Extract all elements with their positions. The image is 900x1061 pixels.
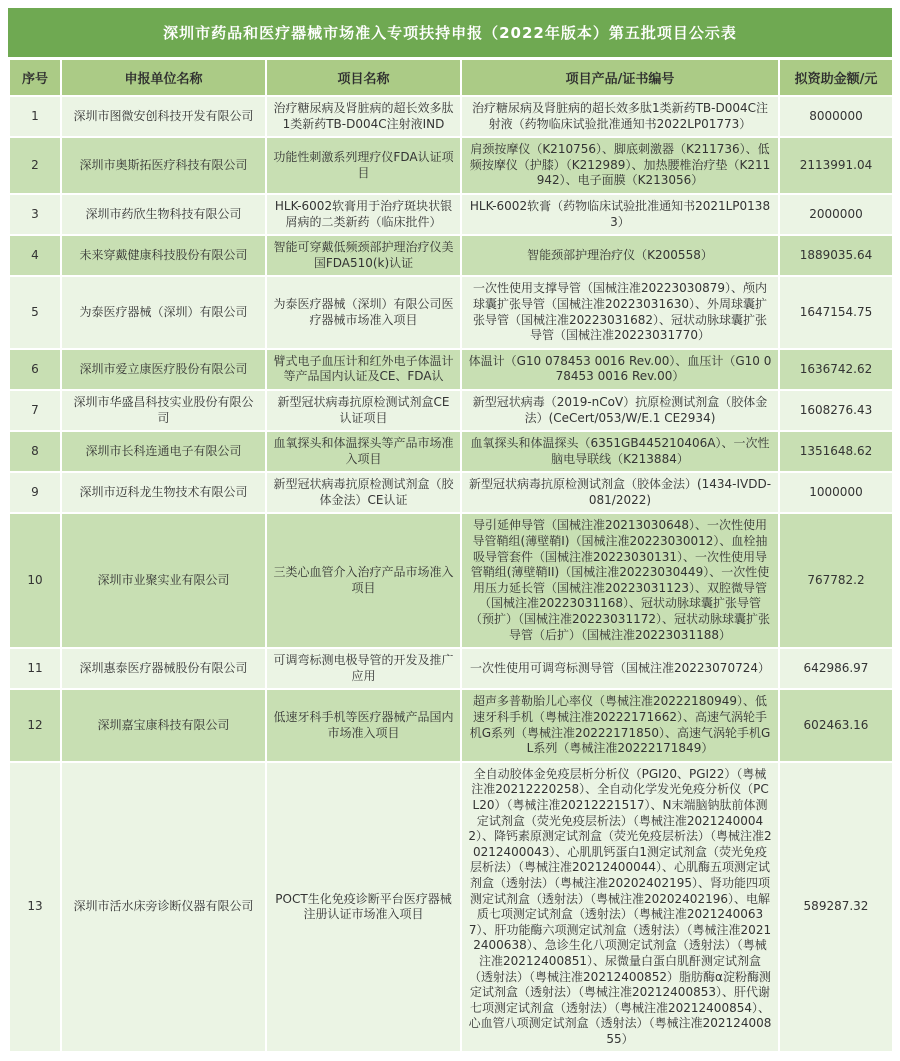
- table-row: [9, 472, 893, 513]
- project-name: 功能性刺激系列理疗仪FDA认证项目: [266, 137, 461, 194]
- row-index: 5: [9, 276, 61, 348]
- funding-amount: 767782.2: [779, 513, 893, 648]
- funding-amount: 1636742.62: [779, 349, 893, 390]
- project-name: 治疗糖尿病及肾脏病的超长效多肽1类新药TB-D004C注射液IND: [266, 96, 461, 137]
- column-header-product: 项目产品/证书编号: [461, 59, 779, 96]
- row-index: 3: [9, 194, 61, 235]
- product-certificates: 超声多普勒胎儿心率仪（粤械注准20222180949）、低速牙科手机（粤械注准20222171662）、高速气涡轮手机G系列（粤械注准20222171850）、高速气涡轮手机GL系列（粤械注准20222171849）: [461, 689, 779, 761]
- table-header-row: [9, 59, 893, 96]
- column-header-amount: 拟资助金额/元: [779, 59, 893, 96]
- project-name: 新型冠状病毒抗原检测试剂盒（胶体金法）CE认证: [266, 472, 461, 513]
- row-index: 11: [9, 648, 61, 689]
- company-name: 深圳市迈科龙生物技术有限公司: [61, 472, 266, 513]
- table-body: [9, 96, 893, 1052]
- row-index: 7: [9, 390, 61, 431]
- product-certificates: 血氧探头和体温探头（6351GB445210406A）、一次性脑电导联线（K213884）: [461, 431, 779, 472]
- project-name: 低速牙科手机等医疗器械产品国内市场准入项目: [266, 689, 461, 761]
- row-index: 9: [9, 472, 61, 513]
- funding-amount: 1608276.43: [779, 390, 893, 431]
- table-row: [9, 349, 893, 390]
- funding-amount: 642986.97: [779, 648, 893, 689]
- table-row: [9, 390, 893, 431]
- table-row: [9, 137, 893, 194]
- row-index: 13: [9, 762, 61, 1053]
- funding-amount: 1889035.64: [779, 235, 893, 276]
- projects-table: [8, 58, 894, 1053]
- company-name: 未来穿戴健康科技股份有限公司: [61, 235, 266, 276]
- row-index: 4: [9, 235, 61, 276]
- company-name: 深圳市药欣生物科技有限公司: [61, 194, 266, 235]
- project-name: 三类心血管介入治疗产品市场准入项目: [266, 513, 461, 648]
- company-name: 深圳市奥斯拓医疗科技有限公司: [61, 137, 266, 194]
- project-name: HLK-6002软膏用于治疗斑块状银屑病的二类新药（临床批件）: [266, 194, 461, 235]
- product-certificates: 治疗糖尿病及肾脏病的超长效多肽1类新药TB-D004C注射液（药物临床试验批准通知书2022LP01773）: [461, 96, 779, 137]
- funding-amount: 1351648.62: [779, 431, 893, 472]
- table-row: [9, 762, 893, 1053]
- product-certificates: 一次性使用支撑导管（国械注准20223030879）、颅内球囊扩张导管（国械注准20223031630）、外周球囊扩张导管（国械注准20223031682）、冠状动脉球囊扩张导管（国械注准20223031770）: [461, 276, 779, 348]
- table-row: [9, 276, 893, 348]
- table-row: [9, 648, 893, 689]
- company-name: 深圳市华盛昌科技实业股份有限公司: [61, 390, 266, 431]
- product-certificates: 肩颈按摩仪（K210756）、脚底刺激器（K211736）、低频按摩仪（护膝）（K212989）、加热腰椎治疗垫（K211942）、电子面膜（K213056）: [461, 137, 779, 194]
- funding-amount: 8000000: [779, 96, 893, 137]
- funding-amount: 589287.32: [779, 762, 893, 1053]
- product-certificates: HLK-6002软膏（药物临床试验批准通知书2021LP01383）: [461, 194, 779, 235]
- company-name: 深圳市长科连通电子有限公司: [61, 431, 266, 472]
- company-name: 深圳市图微安创科技开发有限公司: [61, 96, 266, 137]
- product-certificates: 全自动胶体金免疫层析分析仪（PGI20、PGI22）（粤械注准20212220258）、全自动化学发光免疫分析仪（PCL20）（粤械注准20212221517）、N末端脑钠肽前体测定试剂盒（荧光免疫层析法）（粤械注准20212400042）、降钙素原测定试剂盒（荧光免疫层析法）（粤械注准20212400043）、心肌肌钙蛋白1测定试剂盒（荧光免疫层析法）（粤械注准20212400044）、心肌酶五项测定试剂盒（透射法）（粤械注准20202402195）、肾功能四项测定试剂盒（透射法）（粤械注准20202402196）、电解质七项测定试剂盒（透射法）（粤械注准20212400637）、肝功能酶六项测定试剂盒（透射法）（粤械注准20212400638）、急诊生化八项测定试剂盒（透射法）（粤械注准20212400851）、尿微量白蛋白肌酐测定试剂盒（透射法）（粤械注准20212400852）脂肪酶α淀粉酶测定试剂盒（透射法）（粤械注准20212400853）、肝代谢七项测定试剂盒（透射法）（粤械注准20212400854）、心血管八项测定试剂盒（透射法）（粤械注准20212400855）: [461, 762, 779, 1053]
- company-name: 深圳市活水床旁诊断仪器有限公司: [61, 762, 266, 1053]
- column-header-company: 申报单位名称: [61, 59, 266, 96]
- project-name: 臂式电子血压计和红外电子体温计等产品国内认证及CE、FDA认: [266, 349, 461, 390]
- funding-amount: 1647154.75: [779, 276, 893, 348]
- column-header-project: 项目名称: [266, 59, 461, 96]
- product-certificates: 体温计（G10 078453 0016 Rev.00）、血压计（G10 078453 0016 Rev.00）: [461, 349, 779, 390]
- company-name: 深圳嘉宝康科技有限公司: [61, 689, 266, 761]
- column-header-no: 序号: [9, 59, 61, 96]
- product-certificates: 新型冠状病毒抗原检测试剂盒（胶体金法）(1434-IVDD-081/2022): [461, 472, 779, 513]
- row-index: 12: [9, 689, 61, 761]
- product-certificates: 导引延伸导管（国械注准20213030648）、一次性使用导管鞘组(薄壁鞘I)（国械注准20223030012）、血栓抽吸导管套件（国械注准20223030131）、一次性使用导管鞘组(薄壁鞘II)（国械注准20223030449）、一次性使用压力延长管（国械注准20223031123）、双腔微导管（国械注准20223031168）、冠状动脉球囊扩张导管（预扩）（国械注准20223031172）、冠状动脉球囊扩张导管（后扩）（国械注准20223031188）: [461, 513, 779, 648]
- funding-amount: 1000000: [779, 472, 893, 513]
- project-name: 新型冠状病毒抗原检测试剂盒CE认证项目: [266, 390, 461, 431]
- project-name: 可调弯标测电极导管的开发及推广应用: [266, 648, 461, 689]
- company-name: 为泰医疗器械（深圳）有限公司: [61, 276, 266, 348]
- table-row: [9, 96, 893, 137]
- funding-amount: 602463.16: [779, 689, 893, 761]
- product-certificates: 新型冠状病毒（2019-nCoV）抗原检测试剂盒（胶体金法）(CeCert/053/W/E.1 CE2934): [461, 390, 779, 431]
- company-name: 深圳惠泰医疗器械股份有限公司: [61, 648, 266, 689]
- row-index: 6: [9, 349, 61, 390]
- project-name: 血氧探头和体温探头等产品市场准入项目: [266, 431, 461, 472]
- table-row: [9, 235, 893, 276]
- row-index: 8: [9, 431, 61, 472]
- company-name: 深圳市爱立康医疗股份有限公司: [61, 349, 266, 390]
- product-certificates: 智能颈部护理治疗仪（K200558）: [461, 235, 779, 276]
- table-row: [9, 689, 893, 761]
- project-name: 智能可穿戴低频颈部护理治疗仪美国FDA510(k)认证: [266, 235, 461, 276]
- row-index: 2: [9, 137, 61, 194]
- page-title: 深圳市药品和医疗器械市场准入专项扶持申报（2022年版本）第五批项目公示表: [8, 8, 892, 57]
- table-row: [9, 194, 893, 235]
- row-index: 1: [9, 96, 61, 137]
- project-name: 为泰医疗器械（深圳）有限公司医疗器械市场准入项目: [266, 276, 461, 348]
- company-name: 深圳市业聚实业有限公司: [61, 513, 266, 648]
- row-index: 10: [9, 513, 61, 648]
- table-row: [9, 513, 893, 648]
- product-certificates: 一次性使用可调弯标测导管（国械注准20223070724）: [461, 648, 779, 689]
- project-name: POCT生化免疫诊断平台医疗器械注册认证市场准入项目: [266, 762, 461, 1053]
- table-row: [9, 431, 893, 472]
- funding-amount: 2113991.04: [779, 137, 893, 194]
- funding-amount: 2000000: [779, 194, 893, 235]
